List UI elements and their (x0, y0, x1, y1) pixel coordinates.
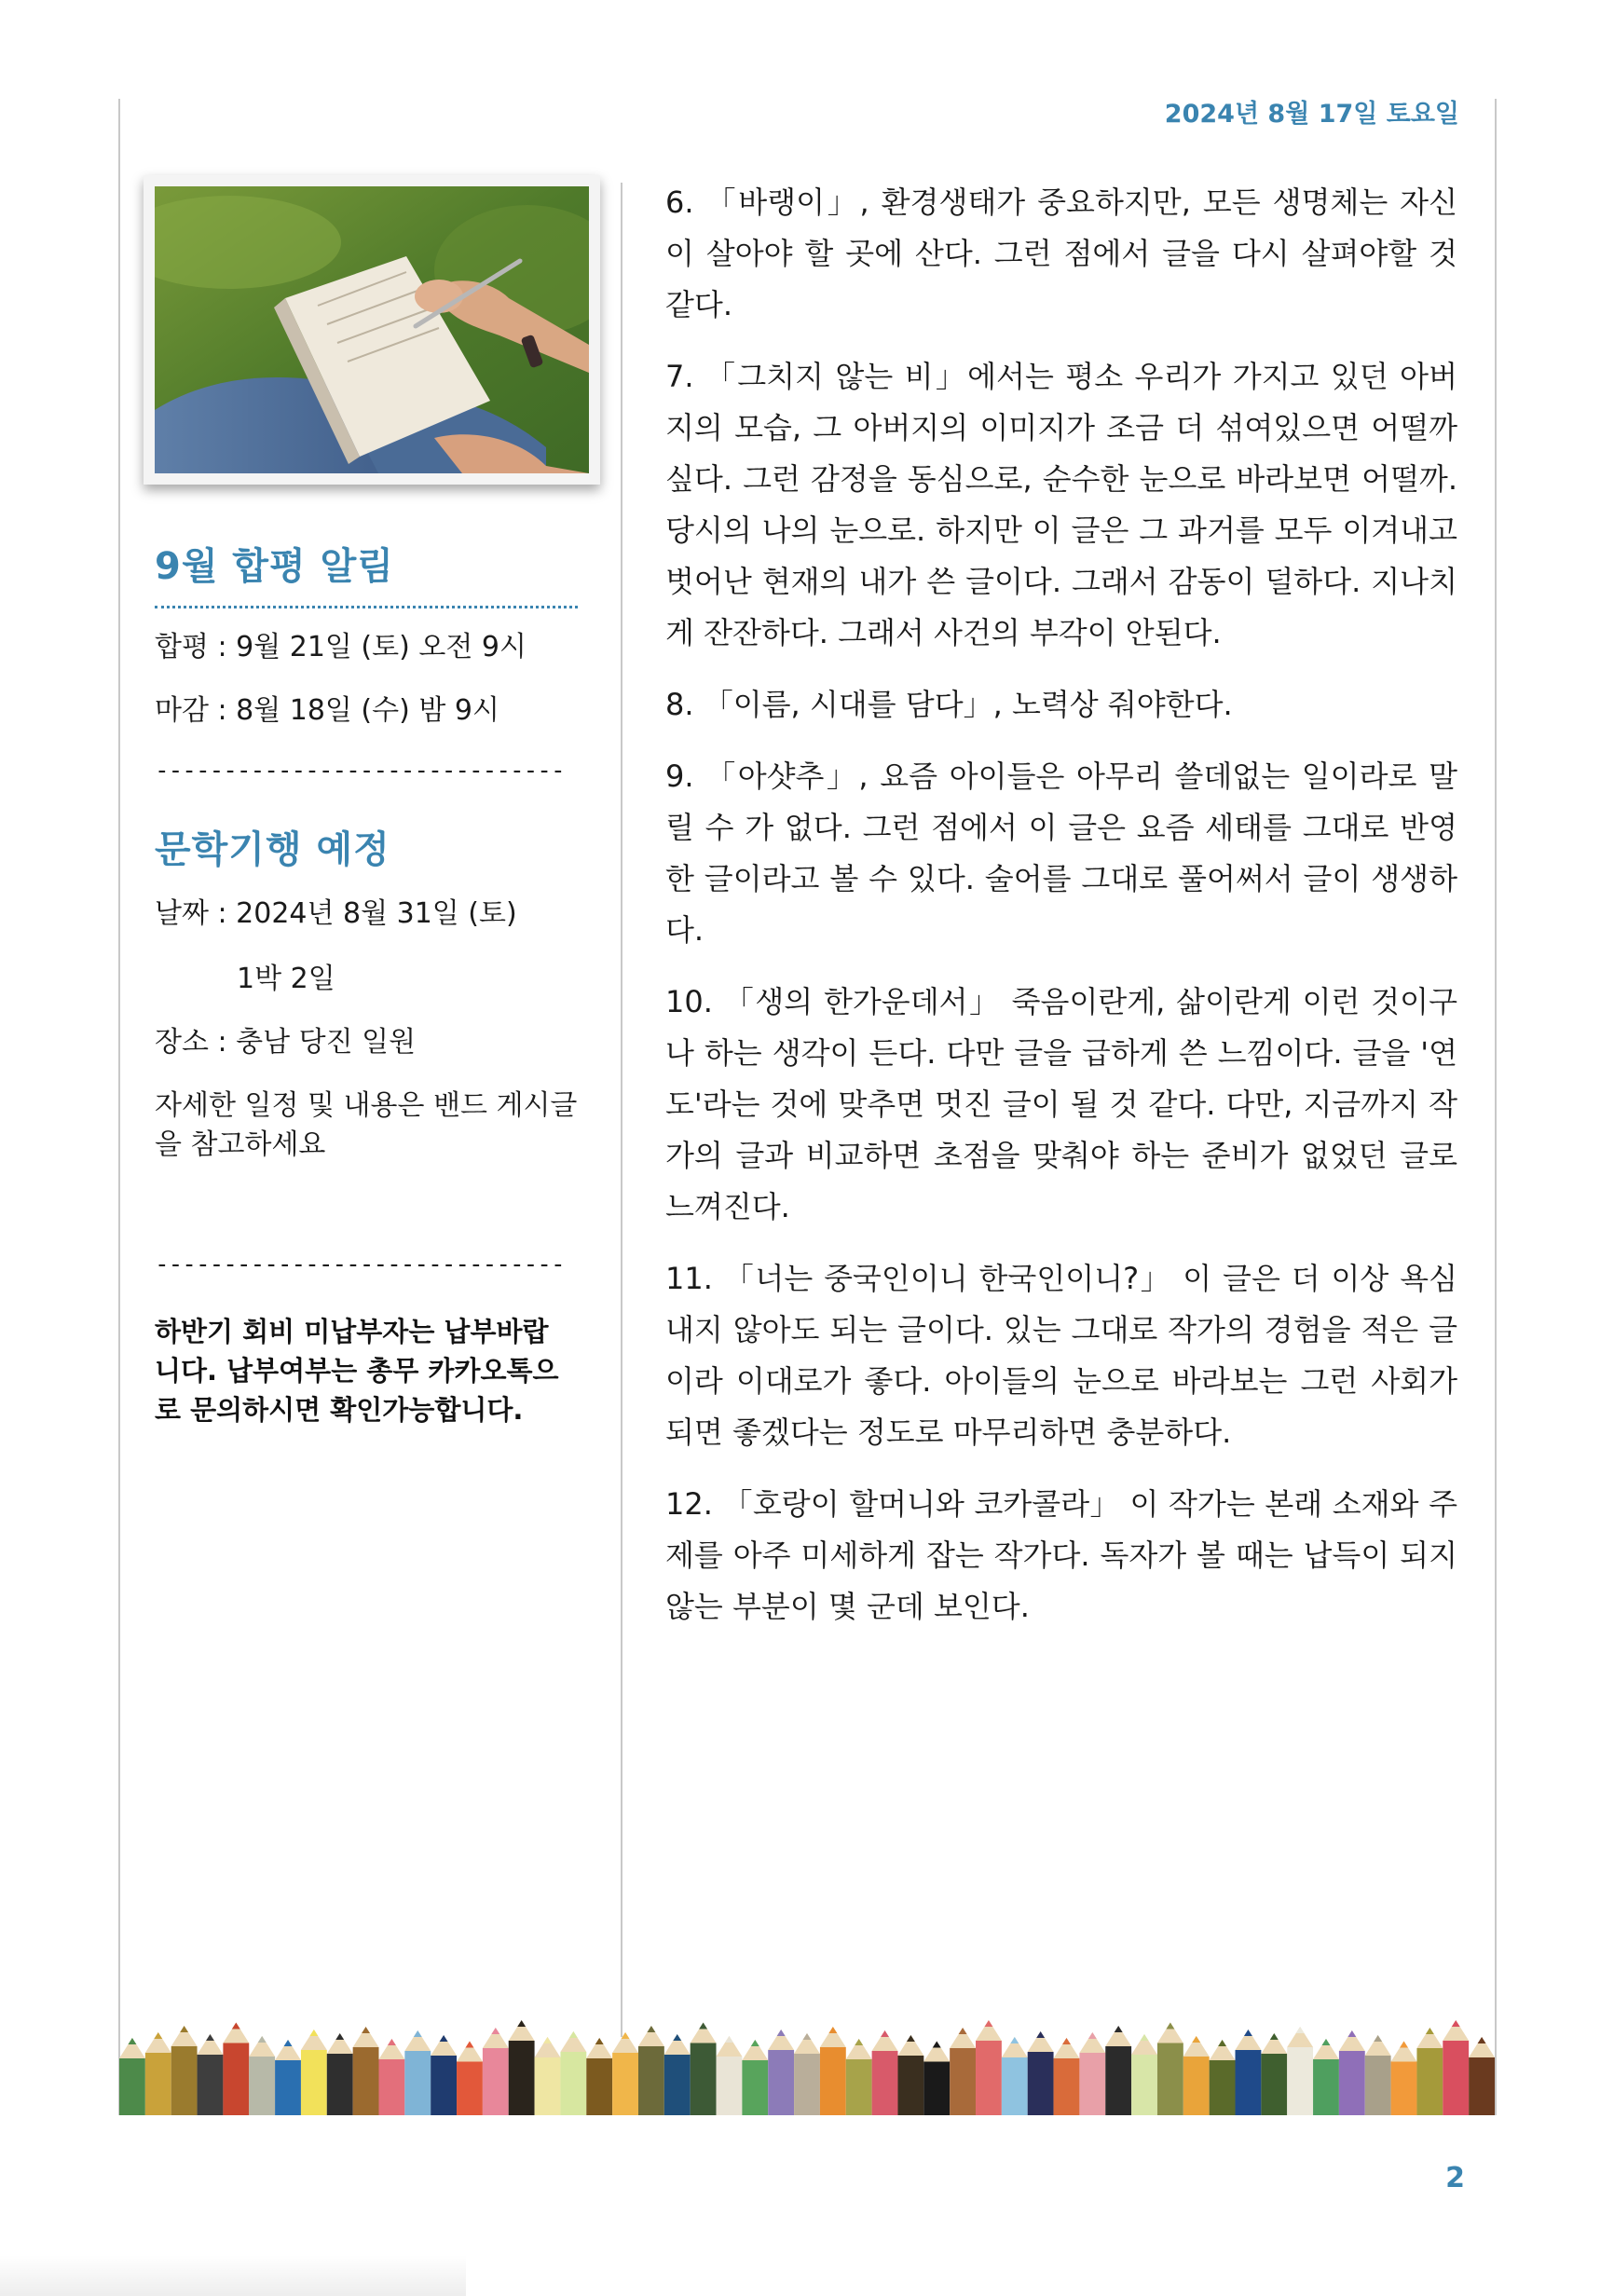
pencil (249, 2036, 275, 2115)
review-notice-section (155, 537, 580, 590)
pencil (638, 2026, 664, 2115)
trip-date-block (155, 895, 580, 934)
column-divider-line (621, 183, 622, 2037)
pencil (1261, 2033, 1287, 2115)
pencil (378, 2039, 404, 2115)
pencil (950, 2028, 976, 2115)
pencil (846, 2039, 872, 2115)
review-comments (665, 177, 1457, 1653)
colored-pencils-decoration (119, 1990, 1495, 2115)
pencil (1131, 2034, 1157, 2115)
review-title-underline (155, 606, 580, 608)
pencil (1236, 2030, 1262, 2115)
pencil (535, 2037, 561, 2115)
pencil (1443, 2020, 1469, 2115)
trip-section (155, 820, 580, 873)
pencil (923, 2042, 950, 2116)
pencil (586, 2038, 612, 2115)
pencil (1365, 2035, 1391, 2115)
pencil (353, 2027, 379, 2115)
comment-11: 11. 「너는 중국인이니 한국인이니?」 이 글은 더 이상 욕심내지 않아도 되는 글이다. 있는 그대로 작가의 경험을 적은 글이라 이대로가 좋다. 아이들의 눈으로 바라보는 그런 사회가 되면 좋겠다는 정도로 마무리하면 충분하다. (665, 1261, 1457, 1450)
pencil (171, 2026, 198, 2115)
pencil (457, 2042, 483, 2116)
pencil (742, 2040, 768, 2115)
pencil (145, 2032, 171, 2115)
header-date: 2024년 8월 17일 토요일 (1164, 100, 1459, 129)
pencil (1313, 2039, 1339, 2115)
comment-9: 9. 「아샷추」, 요즘 아이들은 아무리 쓸데없는 일이라로 말릴 수 가 없다. 그런 점에서 이 글은 요즘 세태를 그대로 반영한 글이라고 볼 수 있다. 술어를 그대로 풀어써서 글이 생생하다. (665, 758, 1457, 948)
pencil (327, 2033, 353, 2115)
pencil (612, 2032, 638, 2115)
pencil (794, 2033, 820, 2115)
pencil (768, 2030, 794, 2115)
divider-2-block (155, 1250, 580, 1278)
pencil (223, 2023, 249, 2116)
pencil (1002, 2037, 1028, 2115)
comment-10: 10. 「생의 한가운데서」 죽음이란게, 삶이란게 이런 것이구나 하는 생각이 든다. 다만 글을 급하게 쓴 느낌이다. 글을 '연도'라는 것에 맞추면 멋진 글이 될 것 같다. 다만, 지금까지 작가의 글과 비교하면 초점을 맞춰야 하는 준비가 없었던 글로 느껴진다. (665, 984, 1457, 1224)
trip-place-block (155, 1023, 580, 1062)
left-border-line (118, 99, 120, 2115)
review-notice-title: 9월 합평 알림 (155, 545, 394, 588)
pencil (198, 2034, 224, 2115)
dash-divider-2: ------------------------------ (155, 1250, 565, 1278)
review-schedule (155, 628, 580, 667)
pencil (1210, 2040, 1236, 2115)
trip-details: 자세한 일정 및 내용은 밴드 게시글을 참고하세요 (155, 1089, 578, 1161)
right-border-line (1495, 99, 1497, 2115)
dotted-divider (155, 606, 578, 608)
comment-8: 8. 「이름, 시대를 담다」, 노력상 줘야한다. (665, 687, 1233, 722)
comment-7: 7. 「그치지 않는 비」에서는 평소 우리가 가지고 있던 아버지의 모습, 그 아버지의 이미지가 조금 더 섞여있으면 어떨까 싶다. 그런 감정을 동심으로, 순수한 눈으로 바라보면 어떨까. 당시의 나의 눈으로. 하지만 이 글은 그 과거를 모두 이겨내고 벗어난 현재의 내가 쓴 글이다. 그래서 감동이 덜하다. 지나치게 잔잔하다. 그래서 사건의 부각이 안된다. (665, 359, 1457, 650)
pencil (301, 2030, 327, 2115)
pencil (1391, 2042, 1417, 2116)
pencil (976, 2020, 1002, 2115)
pencil (1183, 2036, 1210, 2115)
pencil (275, 2040, 301, 2115)
pencil (820, 2027, 846, 2115)
pencil (872, 2030, 898, 2115)
pencil (1054, 2038, 1080, 2115)
pencil (404, 2030, 431, 2115)
pencil (1416, 2028, 1443, 2115)
trip-place-line: 장소 : 충남 당진 일원 (155, 1026, 417, 1059)
pencil (691, 2023, 717, 2116)
page-number: 2 (1445, 2162, 1465, 2194)
pencil (483, 2028, 509, 2115)
deadline-line: 마감 : 8월 18일 (수) 밤 9시 (155, 694, 499, 727)
review-date-line: 합평 : 9월 21일 (토) 오전 9시 (155, 631, 527, 663)
divider-1-block (155, 757, 580, 785)
pencil (1079, 2032, 1105, 2115)
pencil (664, 2034, 691, 2115)
trip-date-line: 날짜 : 2024년 8월 31일 (토) (155, 897, 517, 930)
page-shadow (0, 2255, 466, 2296)
deadline-block (155, 691, 580, 731)
dues-notice-block (155, 1312, 574, 1429)
dash-divider-1: ------------------------------ (155, 757, 565, 785)
pencil (119, 2038, 145, 2115)
trip-duration: 1박 2일 (237, 963, 335, 995)
pencil (1287, 2027, 1313, 2115)
trip-duration-block (155, 960, 580, 999)
trip-title: 문학기행 예정 (155, 828, 390, 871)
writing-photo-illustration (155, 186, 589, 473)
pencil (1339, 2030, 1365, 2115)
pencil (1469, 2037, 1495, 2115)
pencil (560, 2031, 586, 2115)
writing-photo (144, 175, 600, 485)
dues-notice: 하반기 회비 미납부자는 납부바랍니다. 납부여부는 총무 카카오톡으로 문의하시면 확인가능합니다. (155, 1316, 559, 1426)
comment-12: 12. 「호랑이 할머니와 코카콜라」 이 작가는 본래 소재와 주제를 아주 미세하게 잡는 작가다. 독자가 볼 때는 납득이 되지 않는 부분이 몇 군데 보인다. (665, 1486, 1457, 1624)
pencil (1157, 2023, 1183, 2116)
pencil (717, 2036, 743, 2115)
pencil (431, 2035, 457, 2115)
pencil (1105, 2026, 1131, 2115)
pencil (1028, 2031, 1054, 2115)
pencil (897, 2035, 923, 2115)
trip-details-block (155, 1086, 580, 1165)
comment-6: 6. 「바랭이」, 환경생태가 중요하지만, 모든 생명체는 자신이 살아야 할 곳에 산다. 그런 점에서 글을 다시 살펴야할 것 같다. (665, 184, 1457, 322)
pencil (509, 2020, 535, 2115)
